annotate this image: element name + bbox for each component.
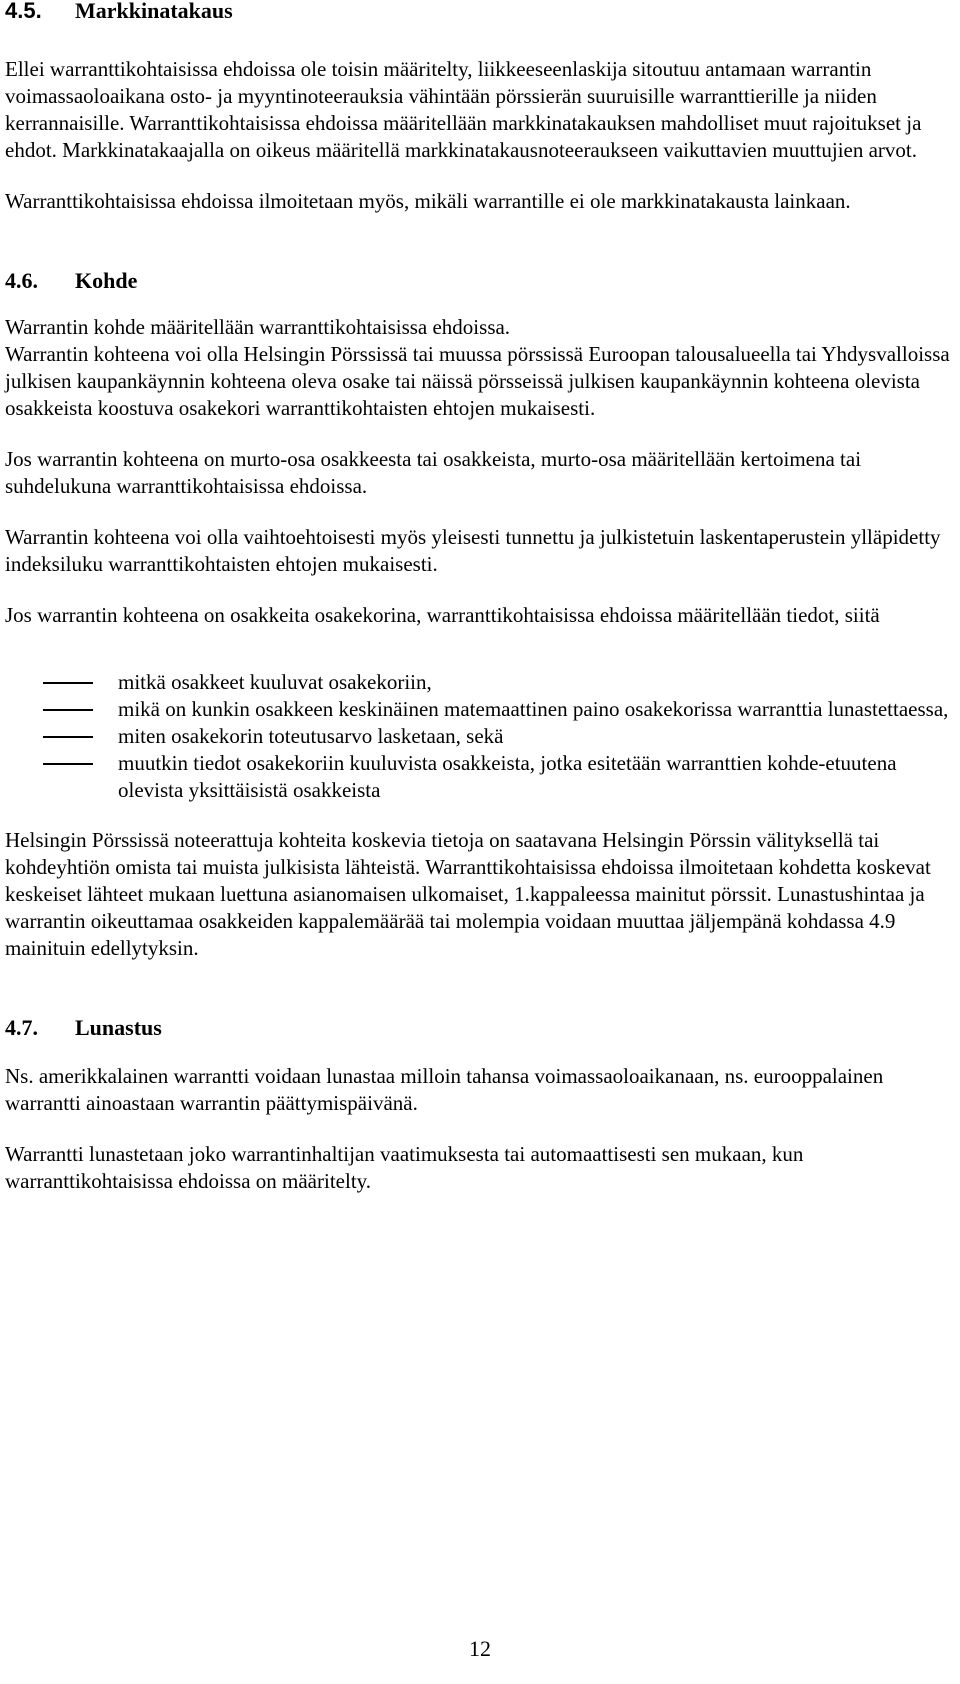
document-page (5, 0, 955, 1195)
paragraph: Jos warrantin kohteena on murto-osa osakkeesta tai osakkeista, murto-osa määritellään kertoimena tai suhdelukuna warranttikohtaisissa ehdoissa. (5, 447, 862, 498)
paragraph: Ns. amerikkalainen warrantti voidaan lunastaa milloin tahansa voimassaoloaikanaan, ns. eurooppalainen warrantti ainoastaan warrantin päättymispäivänä. (5, 1064, 884, 1115)
paragraph: Warrantin kohteena voi olla vaihtoehtoisesti myös yleisesti tunnettu ja julkistetuin laskentaperustein ylläpidetty indeksiluku warranttikohtaisten ehtojen mukaisesti. (5, 525, 941, 576)
dash-bullet-icon (43, 682, 93, 684)
paragraph: Warrantin kohteena voi olla Helsingin Pörssissä tai muussa pörssissä Euroopan talousalueella tai Yhdysvalloissa julkisen kaupankäynnin kohteena oleva osake tai näissä pörsseissä julkisen kaupankäynnin kohteena olevista osakkeista koostuva osakekori warranttikohtaisten ehtojen mukaisesti. (5, 342, 950, 420)
paragraph: Jos warrantin kohteena on osakkeita osakekorina, warranttikohtaisissa ehdoissa määritellään tiedot, siitä (5, 603, 880, 627)
paragraph: Warrantti lunastetaan joko warrantinhaltijan vaatimuksesta tai automaattisesti sen mukaan, kun warranttikohtaisissa ehdoissa on määritelty. (5, 1142, 804, 1193)
section-number: 4.7. (5, 1015, 38, 1040)
section-heading-4-5 (5, 0, 955, 25)
paragraph: Warrantin kohde määritellään warranttikohtaisissa ehdoissa. (5, 315, 511, 339)
dash-bullet-icon (43, 736, 93, 738)
section-number: 4.6. (5, 268, 38, 293)
section-title: Kohde (75, 268, 138, 293)
list-item: miten osakekorin toteutusarvo lasketaan, sekä (5, 723, 955, 750)
page-number: 12 (469, 1636, 491, 1661)
dash-bullet-icon (43, 709, 93, 711)
share-basket-list (5, 669, 955, 804)
list-item: muutkin tiedot osakekoriin kuuluvista osakkeista, jotka esitetään warranttien kohde-etuutena olevista yksittäisistä osakkeista (5, 750, 955, 804)
paragraph: Ellei warranttikohtaisissa ehdoissa ole toisin määritelty, liikkeeseenlaskija sitoutuu antamaan warrantin voimassaoloaikana osto- ja myyntinoteerauksia vähintään pörssierän suuruisille warranttierille ja niiden kerrannaisille. Warranttikohtaisissa ehdoissa määritellään markkinatakauksen mahdolliset muut rajoitukset ja ehdot. Markkinatakaajalla on oikeus määritellä markkinatakausnoteeraukseen vaikuttavien muuttujien arvot. (5, 57, 922, 162)
paragraph: Warranttikohtaisissa ehdoissa ilmoitetaan myös, mikäli warrantille ei ole markkinatakausta lainkaan. (5, 189, 851, 213)
list-item: mikä on kunkin osakkeen keskinäinen matemaattinen paino osakekorissa warranttia lunastettaessa, (5, 696, 955, 723)
section-number: 4.5. (5, 0, 42, 23)
dash-bullet-icon (43, 763, 93, 765)
paragraph: Helsingin Pörssissä noteerattuja kohteita koskevia tietoja on saatavana Helsingin Pörssin välityksellä tai kohdeyhtiön omista tai muista julkisista lähteistä. Warranttikohtaisissa ehdoissa ilmoitetaan kohdetta koskevat keskeiset lähteet mukaan luettuna asianomaisen ulkomaiset, 1.kappaleessa mainitut pörssit. Lunastushintaa ja warrantin oikeuttamaa osakkeiden kappalemäärää tai molempia voidaan muuttaa jäljempänä kohdassa 4.9 mainituin edellytyksin. (5, 828, 931, 960)
section-title: Lunastus (75, 1015, 162, 1040)
section-heading-4-7 (5, 1014, 955, 1042)
list-item: mitkä osakkeet kuuluvat osakekoriin, (5, 669, 955, 696)
section-heading-4-6 (5, 267, 955, 295)
section-title: Markkinatakaus (75, 0, 233, 23)
